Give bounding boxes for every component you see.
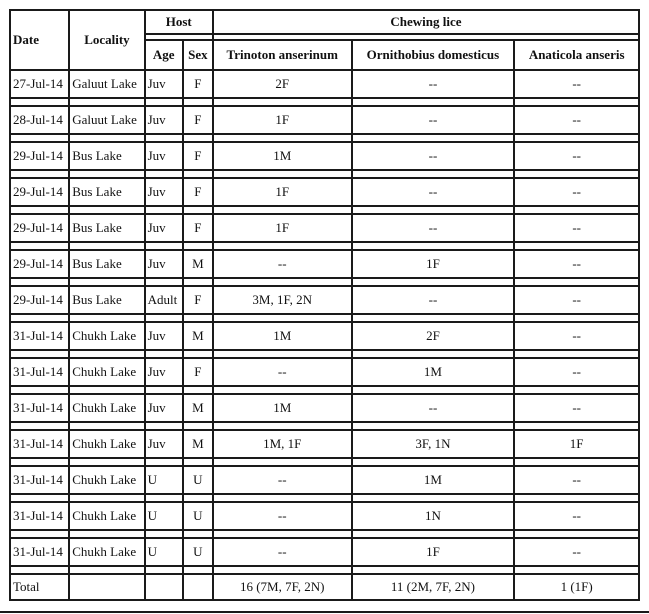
cell-date: 31-Jul-14 xyxy=(11,467,68,493)
row-separator xyxy=(11,315,638,321)
cell-sex: F xyxy=(184,359,212,385)
cell-ornithobius-domesticus: 3F, 1N xyxy=(353,431,514,457)
cell-age: U xyxy=(146,503,182,529)
table-row xyxy=(11,431,638,457)
cell-ornithobius-domesticus: -- xyxy=(353,107,514,133)
header-ornithobius-domesticus: Ornithobius domesticus xyxy=(353,41,514,69)
cell-sex: U xyxy=(184,467,212,493)
cell-trinoton-anserinum: -- xyxy=(214,467,351,493)
cell-date: 31-Jul-14 xyxy=(11,359,68,385)
cell-age: U xyxy=(146,539,182,565)
cell-trinoton-anserinum: 1M xyxy=(214,395,351,421)
cell-ornithobius-domesticus: 2F xyxy=(353,323,514,349)
cell-trinoton-anserinum: -- xyxy=(214,251,351,277)
row-separator xyxy=(11,243,638,249)
cell-trinoton-anserinum: 1F xyxy=(214,179,351,205)
total-ornithobius-domesticus: 11 (2M, 7F, 2N) xyxy=(353,575,514,599)
table-row xyxy=(11,143,638,169)
row-separator xyxy=(11,459,638,465)
cell-ornithobius-domesticus: -- xyxy=(353,215,514,241)
total-sex xyxy=(184,575,212,599)
cell-anaticola-anseris: -- xyxy=(515,251,638,277)
cell-locality: Chukh Lake xyxy=(70,467,143,493)
cell-ornithobius-domesticus: 1M xyxy=(353,467,514,493)
cell-date: 27-Jul-14 xyxy=(11,71,68,97)
cell-sex: F xyxy=(184,143,212,169)
cell-trinoton-anserinum: 1M, 1F xyxy=(214,431,351,457)
table-row xyxy=(11,359,638,385)
table-row xyxy=(11,71,638,97)
table-container xyxy=(9,9,640,601)
cell-date: 31-Jul-14 xyxy=(11,323,68,349)
cell-age: Juv xyxy=(146,395,182,421)
total-age xyxy=(146,575,182,599)
cell-locality: Bus Lake xyxy=(70,287,143,313)
header-sex: Sex xyxy=(184,41,212,69)
cell-date: 31-Jul-14 xyxy=(11,431,68,457)
row-separator xyxy=(11,207,638,213)
cell-age: Juv xyxy=(146,251,182,277)
cell-ornithobius-domesticus: -- xyxy=(353,179,514,205)
cell-sex: M xyxy=(184,395,212,421)
cell-sex: F xyxy=(184,215,212,241)
cell-trinoton-anserinum: 1M xyxy=(214,143,351,169)
cell-age: Juv xyxy=(146,179,182,205)
cell-anaticola-anseris: -- xyxy=(515,179,638,205)
bottom-rule xyxy=(0,611,649,613)
header-row-top xyxy=(11,11,638,33)
cell-ornithobius-domesticus: -- xyxy=(353,287,514,313)
cell-anaticola-anseris: -- xyxy=(515,287,638,313)
row-separator xyxy=(11,171,638,177)
header-date: Date xyxy=(11,11,68,69)
cell-ornithobius-domesticus: 1F xyxy=(353,251,514,277)
cell-anaticola-anseris: -- xyxy=(515,215,638,241)
cell-age: Juv xyxy=(146,143,182,169)
cell-age: Juv xyxy=(146,359,182,385)
cell-sex: M xyxy=(184,431,212,457)
row-separator xyxy=(11,531,638,537)
total-label: Total xyxy=(11,575,68,599)
cell-locality: Bus Lake xyxy=(70,143,143,169)
table-row xyxy=(11,107,638,133)
cell-ornithobius-domesticus: -- xyxy=(353,143,514,169)
cell-age: Juv xyxy=(146,71,182,97)
header-anaticola-anseris: Anaticola anseris xyxy=(515,41,638,69)
cell-anaticola-anseris: -- xyxy=(515,359,638,385)
cell-date: 31-Jul-14 xyxy=(11,503,68,529)
cell-age: Adult xyxy=(146,287,182,313)
header-chewing-lice: Chewing lice xyxy=(214,11,638,33)
cell-sex: U xyxy=(184,503,212,529)
cell-age: U xyxy=(146,467,182,493)
cell-anaticola-anseris: -- xyxy=(515,107,638,133)
cell-locality: Chukh Lake xyxy=(70,431,143,457)
table-row xyxy=(11,215,638,241)
cell-date: 29-Jul-14 xyxy=(11,251,68,277)
cell-anaticola-anseris: -- xyxy=(515,143,638,169)
chewing-lice-table xyxy=(9,9,640,601)
cell-ornithobius-domesticus: 1F xyxy=(353,539,514,565)
total-trinoton-anserinum: 16 (7M, 7F, 2N) xyxy=(214,575,351,599)
header-age: Age xyxy=(146,41,182,69)
table-body xyxy=(11,71,638,599)
cell-locality: Chukh Lake xyxy=(70,395,143,421)
table-row xyxy=(11,251,638,277)
cell-date: 29-Jul-14 xyxy=(11,287,68,313)
cell-trinoton-anserinum: 2F xyxy=(214,71,351,97)
header-host: Host xyxy=(146,11,212,33)
cell-sex: F xyxy=(184,71,212,97)
cell-sex: F xyxy=(184,287,212,313)
row-separator xyxy=(11,567,638,573)
row-separator xyxy=(11,279,638,285)
header-trinoton-anserinum: Trinoton anserinum xyxy=(214,41,351,69)
cell-ornithobius-domesticus: 1M xyxy=(353,359,514,385)
cell-anaticola-anseris: -- xyxy=(515,503,638,529)
table-row xyxy=(11,539,638,565)
table-row xyxy=(11,467,638,493)
cell-locality: Galuut Lake xyxy=(70,71,143,97)
row-separator xyxy=(11,387,638,393)
cell-ornithobius-domesticus: 1N xyxy=(353,503,514,529)
cell-anaticola-anseris: 1F xyxy=(515,431,638,457)
row-separator xyxy=(11,99,638,105)
cell-sex: F xyxy=(184,107,212,133)
cell-trinoton-anserinum: 1M xyxy=(214,323,351,349)
cell-age: Juv xyxy=(146,107,182,133)
cell-date: 31-Jul-14 xyxy=(11,539,68,565)
cell-age: Juv xyxy=(146,431,182,457)
total-anaticola-anseris: 1 (1F) xyxy=(515,575,638,599)
cell-locality: Chukh Lake xyxy=(70,323,143,349)
cell-sex: M xyxy=(184,323,212,349)
cell-trinoton-anserinum: 3M, 1F, 2N xyxy=(214,287,351,313)
cell-locality: Bus Lake xyxy=(70,251,143,277)
cell-anaticola-anseris: -- xyxy=(515,395,638,421)
cell-age: Juv xyxy=(146,323,182,349)
cell-locality: Bus Lake xyxy=(70,215,143,241)
cell-locality: Chukh Lake xyxy=(70,539,143,565)
cell-trinoton-anserinum: 1F xyxy=(214,215,351,241)
cell-sex: U xyxy=(184,539,212,565)
table-row xyxy=(11,395,638,421)
row-separator xyxy=(11,423,638,429)
cell-trinoton-anserinum: -- xyxy=(214,359,351,385)
table-row xyxy=(11,179,638,205)
cell-age: Juv xyxy=(146,215,182,241)
cell-date: 31-Jul-14 xyxy=(11,395,68,421)
cell-trinoton-anserinum: 1F xyxy=(214,107,351,133)
cell-date: 29-Jul-14 xyxy=(11,143,68,169)
table-row xyxy=(11,323,638,349)
total-locality xyxy=(70,575,143,599)
cell-ornithobius-domesticus: -- xyxy=(353,395,514,421)
cell-anaticola-anseris: -- xyxy=(515,323,638,349)
cell-anaticola-anseris: -- xyxy=(515,539,638,565)
cell-locality: Chukh Lake xyxy=(70,503,143,529)
cell-sex: F xyxy=(184,179,212,205)
row-separator xyxy=(11,135,638,141)
cell-anaticola-anseris: -- xyxy=(515,71,638,97)
cell-locality: Chukh Lake xyxy=(70,359,143,385)
cell-locality: Bus Lake xyxy=(70,179,143,205)
cell-sex: M xyxy=(184,251,212,277)
row-separator xyxy=(11,495,638,501)
cell-locality: Galuut Lake xyxy=(70,107,143,133)
cell-trinoton-anserinum: -- xyxy=(214,503,351,529)
table-row xyxy=(11,287,638,313)
cell-date: 28-Jul-14 xyxy=(11,107,68,133)
cell-ornithobius-domesticus: -- xyxy=(353,71,514,97)
cell-trinoton-anserinum: -- xyxy=(214,539,351,565)
total-row xyxy=(11,575,638,599)
cell-anaticola-anseris: -- xyxy=(515,467,638,493)
header-locality: Locality xyxy=(70,11,143,69)
table-row xyxy=(11,503,638,529)
cell-date: 29-Jul-14 xyxy=(11,179,68,205)
row-separator xyxy=(11,351,638,357)
cell-date: 29-Jul-14 xyxy=(11,215,68,241)
